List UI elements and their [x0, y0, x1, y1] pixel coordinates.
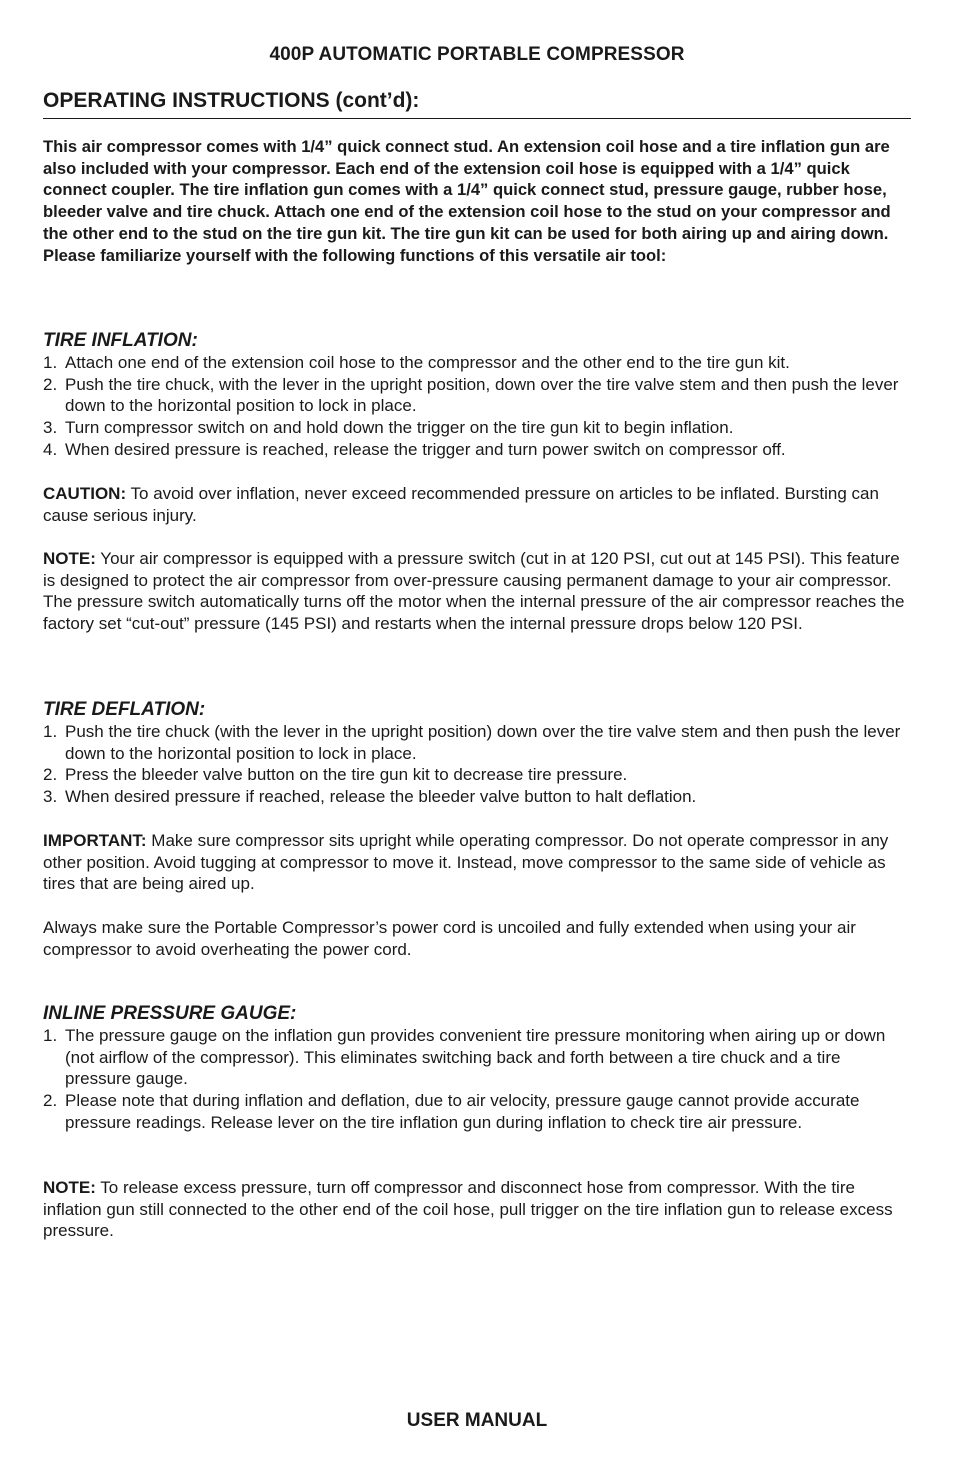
footer-label: USER MANUAL — [406, 1410, 548, 1431]
list-item: 1. The pressure gauge on the inflation gun provides convenient tire pressure monitoring when airing up or down (not airflow of the compressor). This eliminates switching back and forth between a tire chuck and a tire pressure gauge. — [43, 1026, 886, 1089]
note-label: NOTE: — [43, 1178, 96, 1197]
list-item: 2. Please note that during inflation and deflation, due to air velocity, pressure gauge cannot provide accurate pressure readings. Release lever on the tire inflation gun during inflation to check tire air pressure. — [43, 1091, 860, 1132]
list-item: 3. Turn compressor switch on and hold down the trigger on the tire gun kit to begin inflation. — [43, 418, 734, 438]
caution-note: CAUTION: To avoid over inflation, never exceed recommended pressure on articles to be inflated. Bursting can cause serious injury. — [43, 484, 879, 525]
pressure-switch-note: NOTE: Your air compressor is equipped with a pressure switch (cut in at 120 PSI, cut out at 145 PSI). This feature is designed to protect the air compressor from over-pressure causing permanent damage to your air compressor. The pressure switch automatically turns off the motor when the internal pressure of the air compressor reaches the factory set “cut-out” pressure (145 PSI) and restarts when the internal pressure drops below 120 PSI. — [43, 549, 905, 634]
tire-inflation-section — [43, 329, 911, 461]
list-item: 1. Attach one end of the extension coil hose to the compressor and the other end to the tire gun kit. — [43, 353, 790, 372]
list-item: 2. Push the tire chuck, with the lever in the upright position, down over the tire valve stem and then push the lever down to the horizontal position to lock in place. — [43, 374, 899, 416]
list-item: 3. When desired pressure if reached, release the bleeder valve button to halt deflation. — [43, 787, 697, 807]
tire-deflation-steps — [43, 721, 911, 808]
document-title: 400P AUTOMATIC PORTABLE COMPRESSOR — [269, 44, 685, 65]
tire-inflation-heading: TIRE INFLATION: — [43, 330, 198, 351]
list-item: 1. Push the tire chuck (with the lever in the upright position) down over the tire valve stem and then push the lever down to the horizontal position to lock in place. — [43, 722, 901, 763]
tire-deflation-heading: TIRE DEFLATION: — [43, 699, 206, 720]
note-label: NOTE: — [43, 549, 96, 568]
list-item: 2. Press the bleeder valve button on the tire gun kit to decrease tire pressure. — [43, 765, 628, 785]
inline-gauge-steps — [43, 1025, 911, 1134]
intro-paragraph: This air compressor comes with 1/4” quick connect stud. An extension coil hose and a tire inflation gun are also included with your compressor. Each end of the extension coil hose is equipped with a 1/4” quick connect coupler. The tire inflation gun comes with a 1/4” quick connect stud, pressure gauge, rubber hose, bleeder valve and tire chuck. Attach one end of the extension coil hose to the stud on your compressor and the other end to the stud on the tire gun kit. The tire gun kit can be used for both airing up and airing down. Please familiarize yourself with the following functions of this versatile air tool: — [43, 137, 891, 265]
important-label: IMPORTANT: — [43, 831, 147, 850]
power-cord-note: Always make sure the Portable Compressor’s power cord is uncoiled and fully extended when using your air compressor to avoid overheating the power cord. — [43, 918, 856, 959]
tire-inflation-steps — [43, 352, 911, 461]
section-heading: OPERATING INSTRUCTIONS (cont’d): — [43, 89, 911, 119]
inline-gauge-heading: INLINE PRESSURE GAUGE: — [43, 1003, 297, 1024]
important-note: IMPORTANT: Make sure compressor sits upright while operating compressor. Do not operate compressor in any other position. Avoid tugging at compressor to move it. Instead, move compressor to the same side of vehicle as tires that are being aired up. — [43, 831, 889, 894]
caution-label: CAUTION: — [43, 484, 127, 503]
inline-gauge-section — [43, 1002, 911, 1134]
release-pressure-note: NOTE: To release excess pressure, turn off compressor and disconnect hose from compressor. With the tire inflation gun still connected to the other end of the coil hose, pull trigger on the tire inflation gun to release excess pressure. — [43, 1178, 893, 1241]
tire-deflation-section — [43, 698, 911, 808]
list-item: 4. When desired pressure is reached, release the trigger and turn power switch on compressor off. — [43, 439, 786, 459]
